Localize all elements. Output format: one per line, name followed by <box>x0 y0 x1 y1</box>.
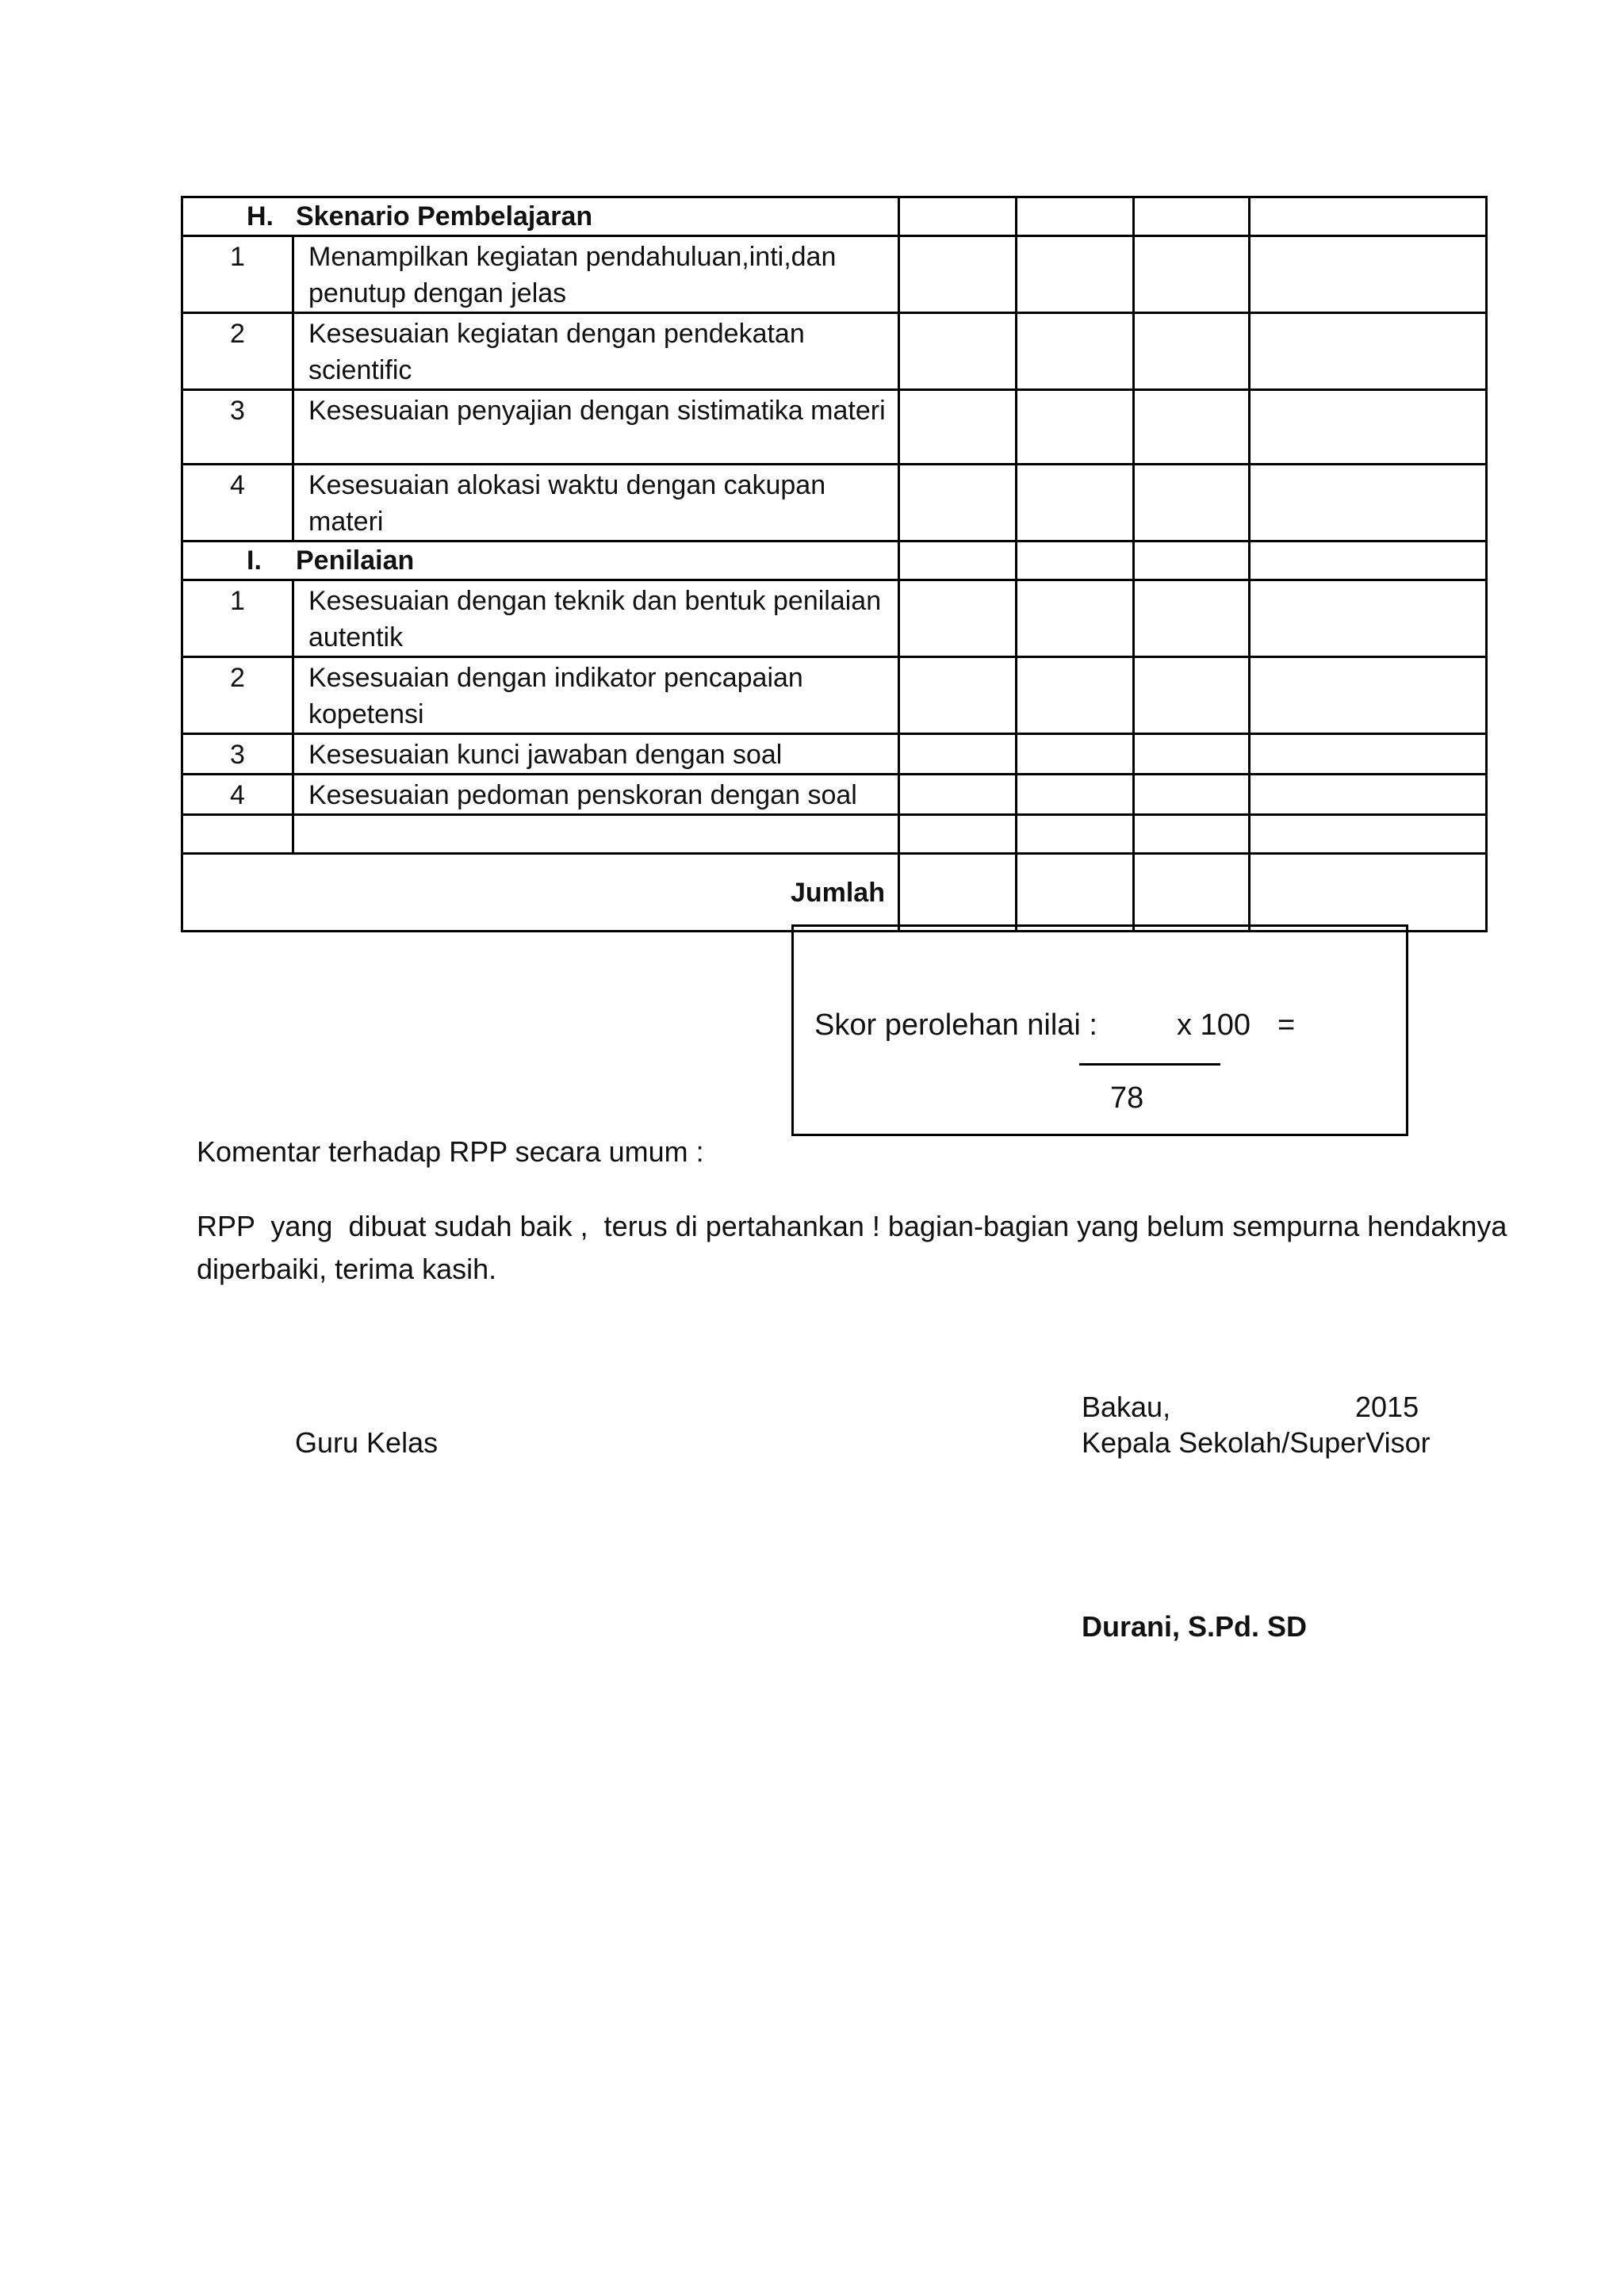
score-cell[interactable] <box>1134 541 1250 580</box>
score-cell[interactable] <box>1134 390 1250 465</box>
score-cell[interactable] <box>1134 580 1250 657</box>
score-cell[interactable] <box>1250 541 1487 580</box>
table-row <box>182 313 1487 390</box>
section-title: I. Penilaian <box>182 541 899 580</box>
total-label: Jumlah <box>182 854 899 932</box>
item-text: Menampilkan kegiatan pendahuluan,inti,dan penutup dengan jelas <box>293 236 899 313</box>
table-row <box>182 657 1487 734</box>
signature-left-title: Guru Kelas <box>295 1426 439 1459</box>
item-text: Kesesuaian pedoman penskoran dengan soal <box>293 775 899 815</box>
comment-line-1: RPP yang dibuat sudah baik , terus di pertahankan ! bagian-bagian yang belum sempurna hendaknya <box>197 1210 1507 1242</box>
score-cell[interactable] <box>1017 541 1134 580</box>
score-cell[interactable] <box>1134 734 1250 775</box>
signature-right-name: Durani, S.Pd. SD <box>1082 1610 1308 1643</box>
section-header-row <box>182 541 1487 580</box>
item-number: 4 <box>182 465 293 541</box>
item-text: Kesesuaian alokasi waktu dengan cakupan materi <box>293 465 899 541</box>
score-cell[interactable] <box>1250 580 1487 657</box>
table-row <box>182 580 1487 657</box>
score-cell[interactable] <box>1017 734 1134 775</box>
score-cell[interactable] <box>1134 236 1250 313</box>
score-denominator: 78 <box>1110 1081 1144 1115</box>
total-cell[interactable] <box>1134 854 1250 932</box>
empty-cell <box>293 815 899 854</box>
score-cell[interactable] <box>899 390 1017 465</box>
score-cell[interactable] <box>1017 465 1134 541</box>
score-cell[interactable] <box>1017 580 1134 657</box>
item-number: 4 <box>182 775 293 815</box>
empty-row <box>182 815 1487 854</box>
score-cell[interactable] <box>1250 390 1487 465</box>
item-number: 2 <box>182 313 293 390</box>
score-cell[interactable] <box>1134 197 1250 236</box>
score-cell[interactable] <box>899 313 1017 390</box>
fraction-line <box>1079 1063 1220 1066</box>
score-cell[interactable] <box>1250 775 1487 815</box>
score-cell[interactable] <box>1250 815 1487 854</box>
score-formula-box <box>791 924 1408 1136</box>
score-cell[interactable] <box>1017 313 1134 390</box>
section-title: H. Skenario Pembelajaran <box>182 197 899 236</box>
item-number: 2 <box>182 657 293 734</box>
score-cell[interactable] <box>1017 775 1134 815</box>
score-cell[interactable] <box>899 775 1017 815</box>
score-cell[interactable] <box>899 580 1017 657</box>
score-cell[interactable] <box>899 236 1017 313</box>
section-header-row <box>182 197 1487 236</box>
score-cell[interactable] <box>1017 236 1134 313</box>
score-cell[interactable] <box>1017 815 1134 854</box>
item-text: Kesesuaian kunci jawaban dengan soal <box>293 734 899 775</box>
score-cell[interactable] <box>899 541 1017 580</box>
empty-cell <box>182 815 293 854</box>
comment-line-2: diperbaiki, terima kasih. <box>197 1253 497 1285</box>
item-text: Kesesuaian dengan teknik dan bentuk penilaian autentik <box>293 580 899 657</box>
score-cell[interactable] <box>1250 236 1487 313</box>
score-cell[interactable] <box>1134 657 1250 734</box>
score-cell[interactable] <box>1134 313 1250 390</box>
score-equals: = <box>1277 1008 1296 1042</box>
score-cell[interactable] <box>899 657 1017 734</box>
table-row <box>182 775 1487 815</box>
score-cell[interactable] <box>1250 197 1487 236</box>
table-row <box>182 734 1487 775</box>
score-cell[interactable] <box>1134 775 1250 815</box>
score-cell[interactable] <box>1250 465 1487 541</box>
signature-place: Bakau, <box>1082 1391 1171 1423</box>
signature-right-title: Kepala Sekolah/SuperVisor <box>1082 1426 1431 1459</box>
score-multiplier: x 100 <box>1177 1008 1251 1042</box>
evaluation-table <box>181 196 1488 932</box>
score-cell[interactable] <box>899 815 1017 854</box>
table-row <box>182 236 1487 313</box>
signature-year: 2015 <box>1355 1391 1419 1423</box>
item-number: 1 <box>182 580 293 657</box>
table-row <box>182 390 1487 465</box>
score-cell[interactable] <box>1134 815 1250 854</box>
score-cell[interactable] <box>1250 657 1487 734</box>
score-label: Skor perolehan nilai : <box>814 1008 1097 1042</box>
score-cell[interactable] <box>1250 734 1487 775</box>
comment-heading: Komentar terhadap RPP secara umum : <box>197 1135 704 1168</box>
score-cell[interactable] <box>899 197 1017 236</box>
total-cell[interactable] <box>899 854 1017 932</box>
score-cell[interactable] <box>899 734 1017 775</box>
score-cell[interactable] <box>1017 197 1134 236</box>
item-number: 3 <box>182 734 293 775</box>
total-cell[interactable] <box>1250 854 1487 932</box>
score-cell[interactable] <box>899 465 1017 541</box>
score-cell[interactable] <box>1017 657 1134 734</box>
item-number: 1 <box>182 236 293 313</box>
total-cell[interactable] <box>1017 854 1134 932</box>
item-text: Kesesuaian penyajian dengan sistimatika materi <box>293 390 899 465</box>
score-cell[interactable] <box>1250 313 1487 390</box>
total-row <box>182 854 1487 932</box>
item-text: Kesesuaian dengan indikator pencapaian kopetensi <box>293 657 899 734</box>
item-text: Kesesuaian kegiatan dengan pendekatan scientific <box>293 313 899 390</box>
score-cell[interactable] <box>1017 390 1134 465</box>
item-number: 3 <box>182 390 293 465</box>
table-row <box>182 465 1487 541</box>
score-cell[interactable] <box>1134 465 1250 541</box>
